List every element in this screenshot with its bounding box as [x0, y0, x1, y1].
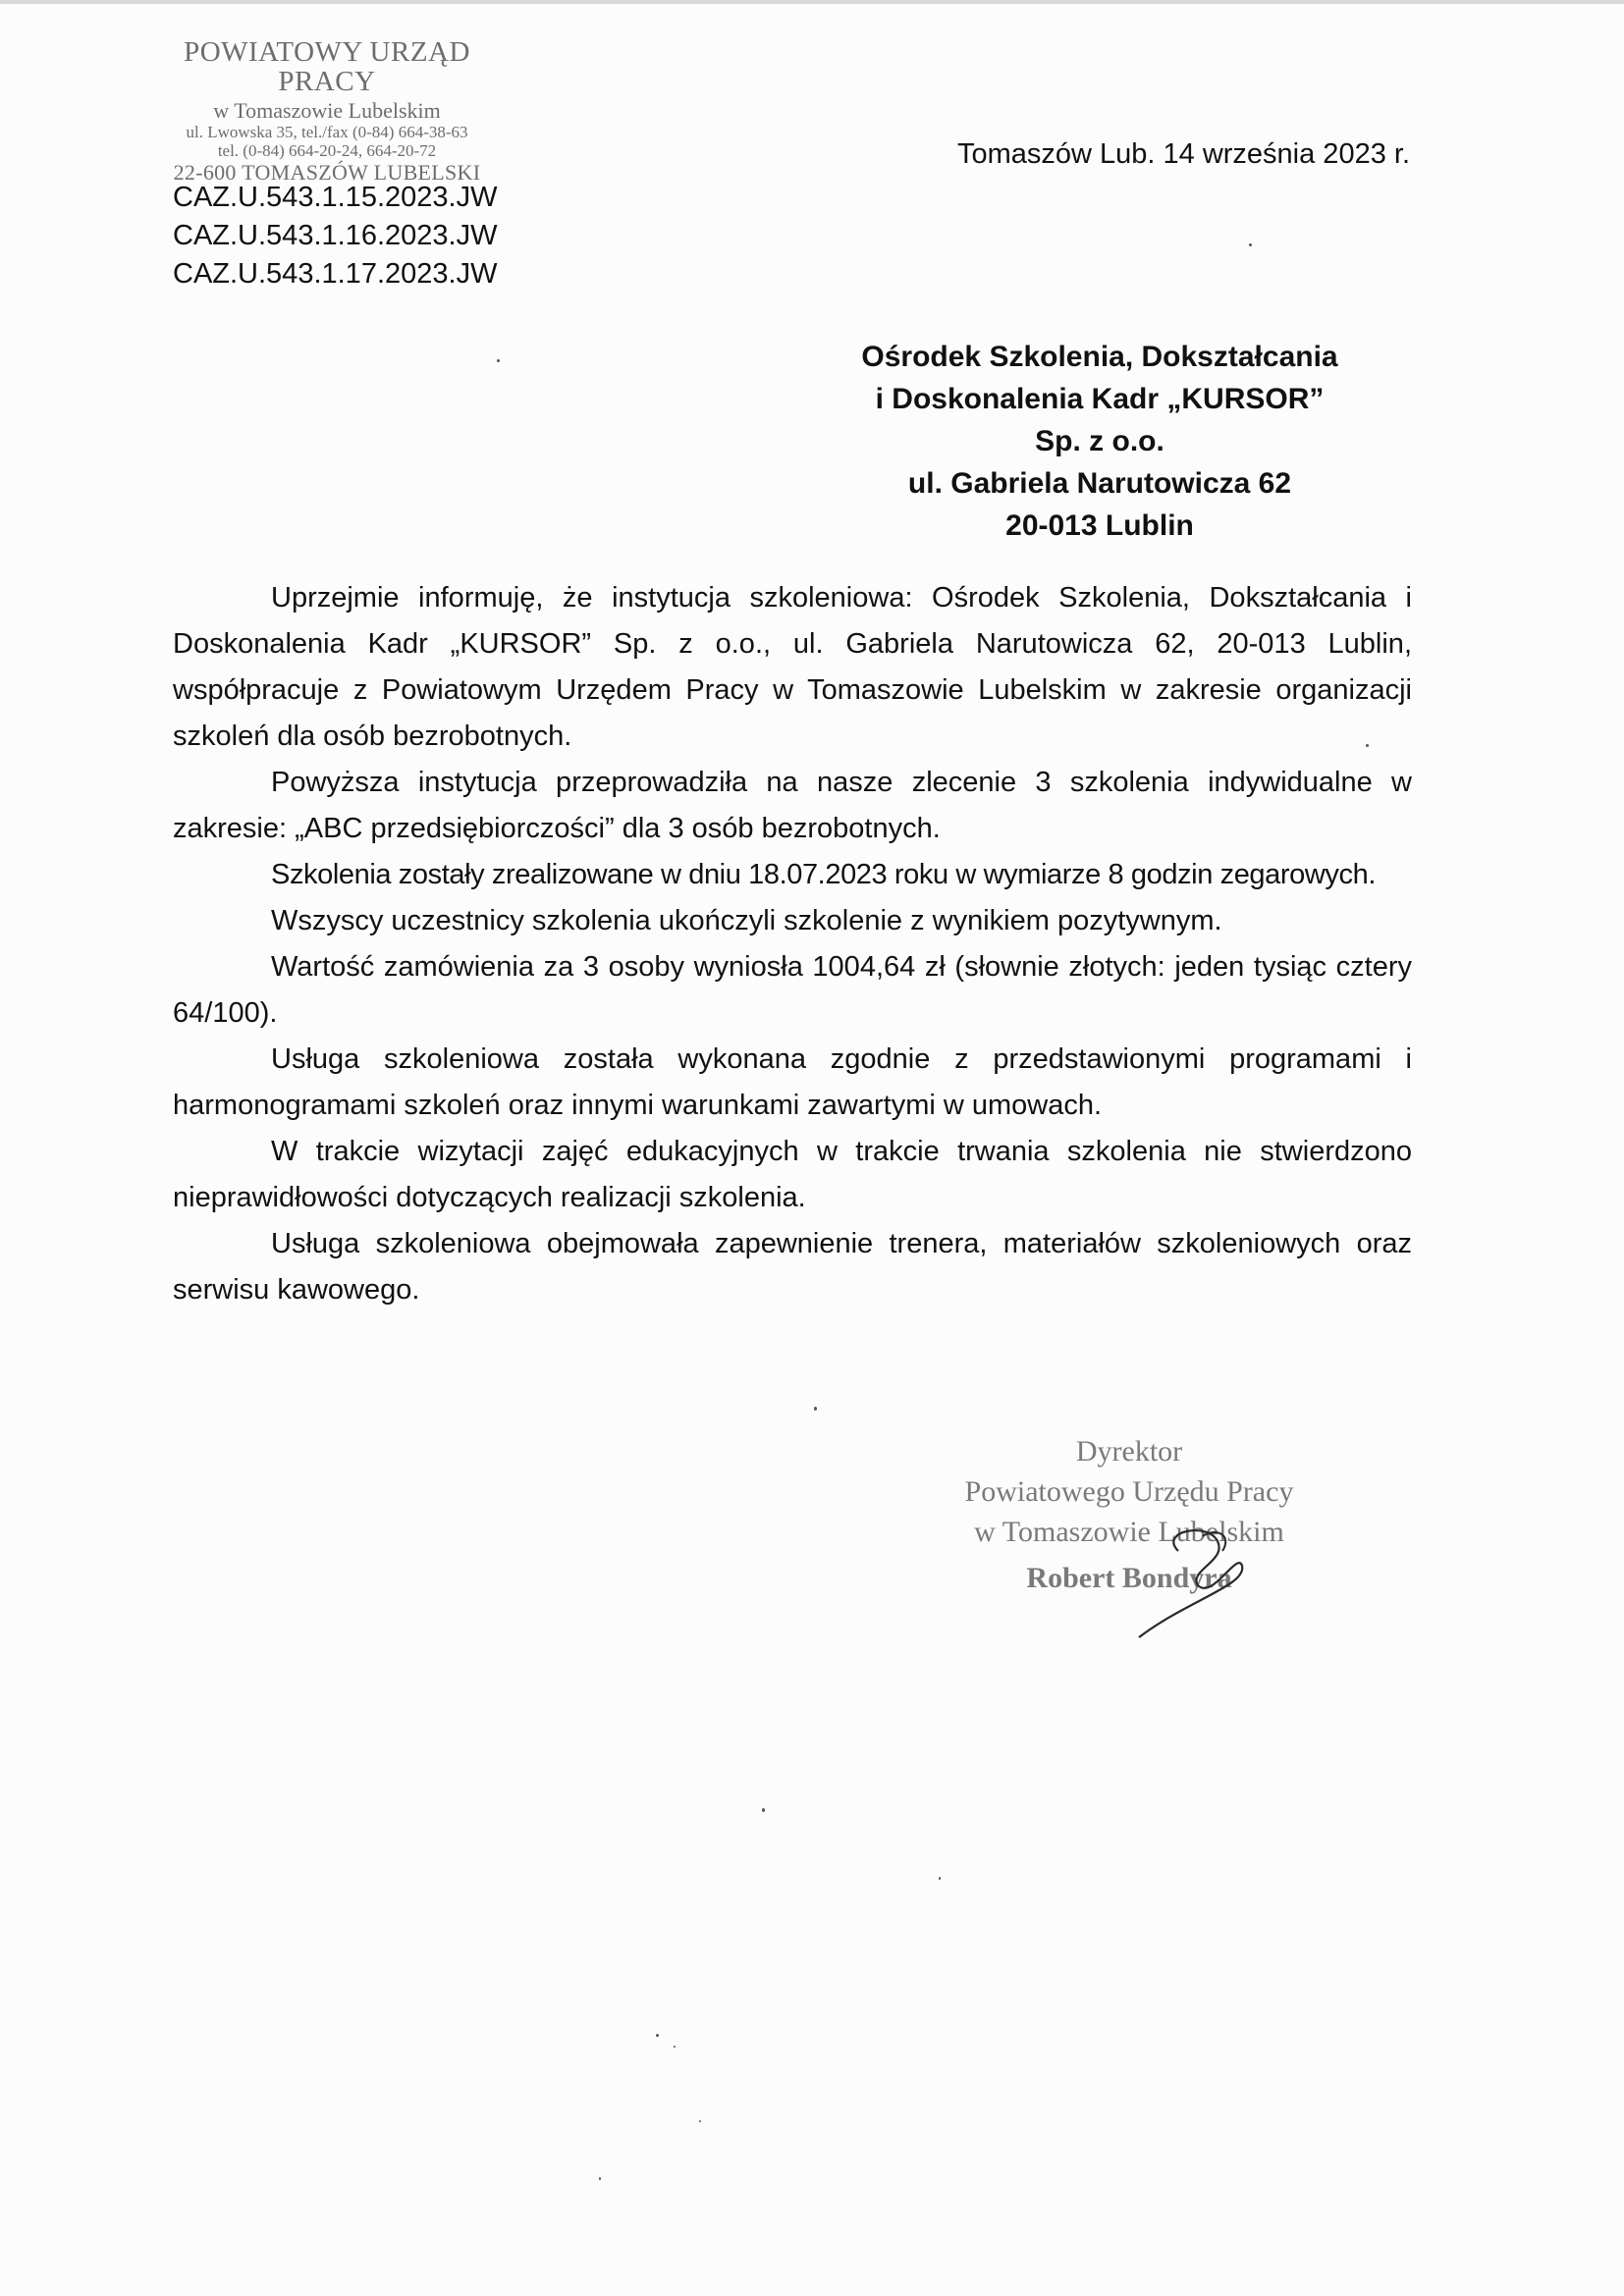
handwritten-signature — [1119, 1492, 1296, 1639]
signature-org-line: w Tomaszowie Lubelskim — [974, 1516, 1284, 1548]
letter-body — [173, 575, 1412, 1313]
paragraph: Szkolenia zostały zrealizowane w dniu 18.07.2023 roku w wymiarze 8 godzin zegarowych. — [271, 859, 1376, 890]
recipient-line: i Doskonalenia Kadr „KURSOR” — [875, 383, 1325, 415]
signature-title: Dyrektor — [1075, 1435, 1183, 1468]
recipient-line: 20-013 Lublin — [1005, 509, 1194, 542]
recipient-line: Ośrodek Szkolenia, Dokształcania — [861, 341, 1338, 373]
paragraph: Usługa szkoleniowa obejmowała zapewnienie trenera, materiałów szkoleniowych oraz serwisu kawowego. — [173, 1228, 1412, 1306]
signature-org-line: Powiatowego Urzędu Pracy — [964, 1475, 1294, 1508]
stamp-line-4: tel. (0-84) 664-20-24, 664-20-72 — [217, 140, 437, 160]
scan-speck — [599, 2177, 601, 2180]
scan-speck — [656, 2034, 659, 2037]
stamp-line-5: 22-600 TOMASZÓW LUBELSKI — [173, 159, 481, 185]
letter-date: Tomaszów Lub. 14 września 2023 r. — [956, 138, 1410, 170]
recipient-line: ul. Gabriela Narutowicza 62 — [907, 467, 1292, 500]
scan-edge — [0, 0, 1624, 4]
office-stamp — [145, 37, 509, 184]
scan-speck — [762, 1808, 765, 1812]
stamp-line-1: POWIATOWY URZĄD PRACY — [184, 36, 470, 98]
stamp-line-2: w Tomaszowie Lubelskim — [213, 97, 441, 123]
paragraph: Wartość zamówienia za 3 osoby wyniosła 1004,64 zł (słownie złotych: jeden tysiąc cztery 64/100). — [173, 951, 1412, 1029]
scan-speck — [1366, 744, 1369, 747]
scan-speck — [814, 1407, 817, 1411]
reference-number: CAZ.U.543.1.16.2023.JW — [173, 220, 498, 251]
signatory-name: Robert Bondyra — [1026, 1562, 1232, 1594]
paragraph: Wszyscy uczestnicy szkolenia ukończyli szkolenie z wynikiem pozytywnym. — [271, 905, 1222, 936]
reference-numbers — [173, 179, 497, 294]
scan-speck — [674, 2046, 676, 2048]
scan-speck — [1249, 243, 1252, 246]
scan-speck — [497, 359, 500, 362]
stamp-line-3: ul. Lwowska 35, tel./fax (0-84) 664-38-63 — [186, 122, 468, 141]
recipient-line: Sp. z o.o. — [1035, 425, 1164, 457]
recipient-address — [785, 336, 1414, 547]
paragraph: W trakcie wizytacji zajęć edukacyjnych w trakcie trwania szkolenia nie stwierdzono nieprawidłowości dotyczących realizacji szkolenia. — [173, 1136, 1412, 1213]
scan-speck — [939, 1877, 941, 1880]
paragraph: Usługa szkoleniowa została wykonana zgodnie z przedstawionymi programami i harmonogramami szkoleń oraz innymi warunkami zawartymi w umowach. — [173, 1043, 1412, 1121]
paragraph: Powyższa instytucja przeprowadziła na nasze zlecenie 3 szkolenia indywidualne w zakresie: „ABC przedsiębiorczości” dla 3 osób bezrobotnych. — [173, 767, 1412, 844]
reference-number: CAZ.U.543.1.17.2023.JW — [173, 258, 498, 290]
scan-speck — [699, 2120, 701, 2122]
reference-number: CAZ.U.543.1.15.2023.JW — [173, 182, 498, 213]
paragraph: Uprzejmie informuję, że instytucja szkoleniowa: Ośrodek Szkolenia, Dokształcania i Doskonalenia Kadr „KURSOR” Sp. z o.o., ul. Gabriela Narutowicza 62, 20-013 Lublin, współpracuje z Powiatowym Urzędem Pracy w Tomaszowie Lubelskim w zakresie organizacji szkoleń dla osób bezrobotnych. — [173, 582, 1412, 752]
